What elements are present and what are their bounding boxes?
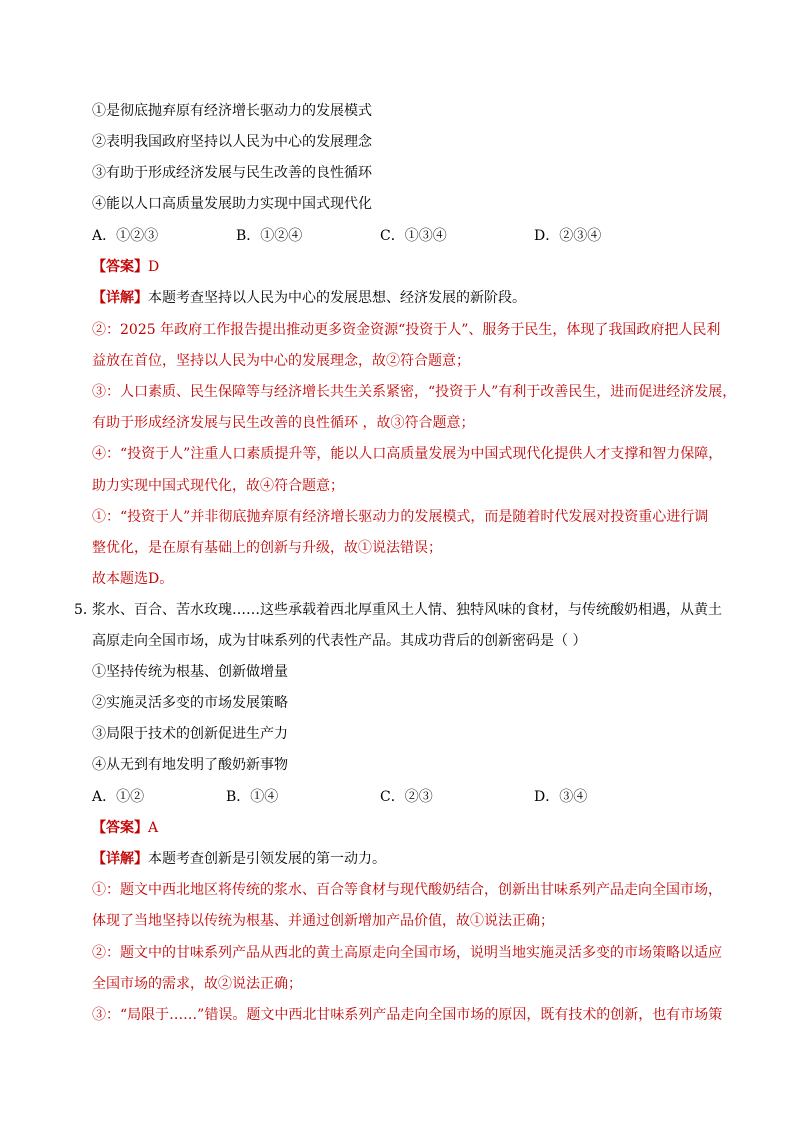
q5-statement-2: ②实施灵活多变的市场发展策略 (92, 695, 288, 711)
q4-analysis-line: 整优化，是在原有基础上的创新与升级，故①说法错误； (92, 540, 442, 556)
q4-statement-3: ③有助于形成经济发展与民生改善的良性循环 (92, 165, 372, 181)
q5-option-c[interactable]: C．②③ (380, 789, 433, 805)
q4-statement-4: ④能以人口高质量发展助力实现中国式现代化 (92, 196, 372, 212)
detail-text: 本题考查创新是引领发展的第一动力。 (148, 851, 386, 867)
q4-statement-2: ②表明我国政府坚持以人民为中心的发展理念 (92, 134, 372, 150)
detail-text: 本题考查坚持以人民为中心的发展思想、经济发展的新阶段。 (148, 290, 526, 306)
detail-label: 【详解】 (92, 290, 148, 306)
answer-label: 【答案】 (92, 820, 148, 836)
q5-statement-1: ①坚持传统为根基、创新做增量 (92, 664, 288, 680)
q4-analysis-line: ③：人口素质、民生保障等与经济增长共生关系紧密，“投资于人”有利于改善民生，进而促进经济发展， (92, 384, 737, 400)
q5-option-a[interactable]: A．①② (92, 789, 145, 805)
q4-analysis-line: ④：“投资于人”注重人口素质提升等，能以人口高质量发展为中国式现代化提供人才支撑和智力保障， (92, 446, 723, 462)
q4-option-d[interactable]: D．②③④ (534, 228, 602, 244)
answer-value: A (148, 820, 159, 836)
q4-option-b[interactable]: B．①②④ (236, 228, 303, 244)
answer-label: 【答案】 (92, 259, 148, 275)
q5-answer (92, 820, 754, 836)
q4-statement-1: ①是彻底抛弃原有经济增长驱动力的发展模式 (92, 103, 372, 119)
q5-statement-4: ④从无到有地发明了酸奶新事物 (92, 757, 288, 773)
q4-detail (92, 290, 754, 306)
q4-option-c[interactable]: C．①③④ (380, 228, 447, 244)
answer-value: D (148, 259, 160, 275)
q5-analysis-line: ②：题文中的甘味系列产品从西北的黄土高原走向全国市场，说明当地实施灵活多变的市场策略以适应 (92, 945, 722, 961)
q4-option-a[interactable]: A．①②③ (92, 228, 159, 244)
q5-statement-3: ③局限于技术的创新促进生产力 (92, 726, 288, 742)
q5-option-d[interactable]: D．③④ (534, 789, 588, 805)
q4-analysis-line: 有助于形成经济发展与民生改善的良性循环 ，故③符合题意； (92, 415, 475, 431)
detail-label: 【详解】 (92, 851, 148, 867)
q5-option-b[interactable]: B．①④ (226, 789, 279, 805)
q4-analysis-line: 助力实现中国式现代化，故④符合题意； (92, 478, 344, 494)
q4-analysis-line: ①：“投资于人”并非彻底抛弃原有经济增长驱动力的发展模式，而是随着时代发展对投资重心进行调 (92, 509, 709, 525)
q5-analysis-line: 全国市场的需求，故②说法正确； (92, 976, 302, 992)
q4-analysis-line: 益放在首位，坚持以人民为中心的发展理念，故②符合题意； (92, 353, 470, 369)
q5-stem-line-2: 高原走向全国市场，成为甘味系列的代表性产品。其成功背后的创新密码是（ ） (92, 633, 587, 649)
q5-number: 5． (74, 602, 97, 618)
q5-analysis-line: 体现了当地坚持以传统为根基、并通过创新增加产品价值，故①说法正确； (92, 913, 554, 929)
q5-analysis-line: ①：题文中西北地区将传统的浆水、百合等食材与现代酸奶结合，创新出甘味系列产品走向全国市场， (92, 882, 722, 898)
q4-analysis-line: ②：2025 年政府工作报告提出推动更多资金资源“投资于人”、服务于民生，体现了我国政府把人民利 (92, 322, 721, 338)
q5-analysis-line: ③：“局限于……”错误。题文中西北甘味系列产品走向全国市场的原因，既有技术的创新，也有市场策 (92, 1007, 723, 1023)
q4-conclusion: 故本题选D。 (92, 571, 174, 587)
q5-detail (92, 851, 754, 867)
q5-stem-line-1: 浆水、百合、苦水玫瑰……这些承载着西北厚重风土人情、独特风味的食材，与传统酸奶相遇，从黄土 (92, 602, 722, 618)
q4-answer (92, 259, 754, 275)
